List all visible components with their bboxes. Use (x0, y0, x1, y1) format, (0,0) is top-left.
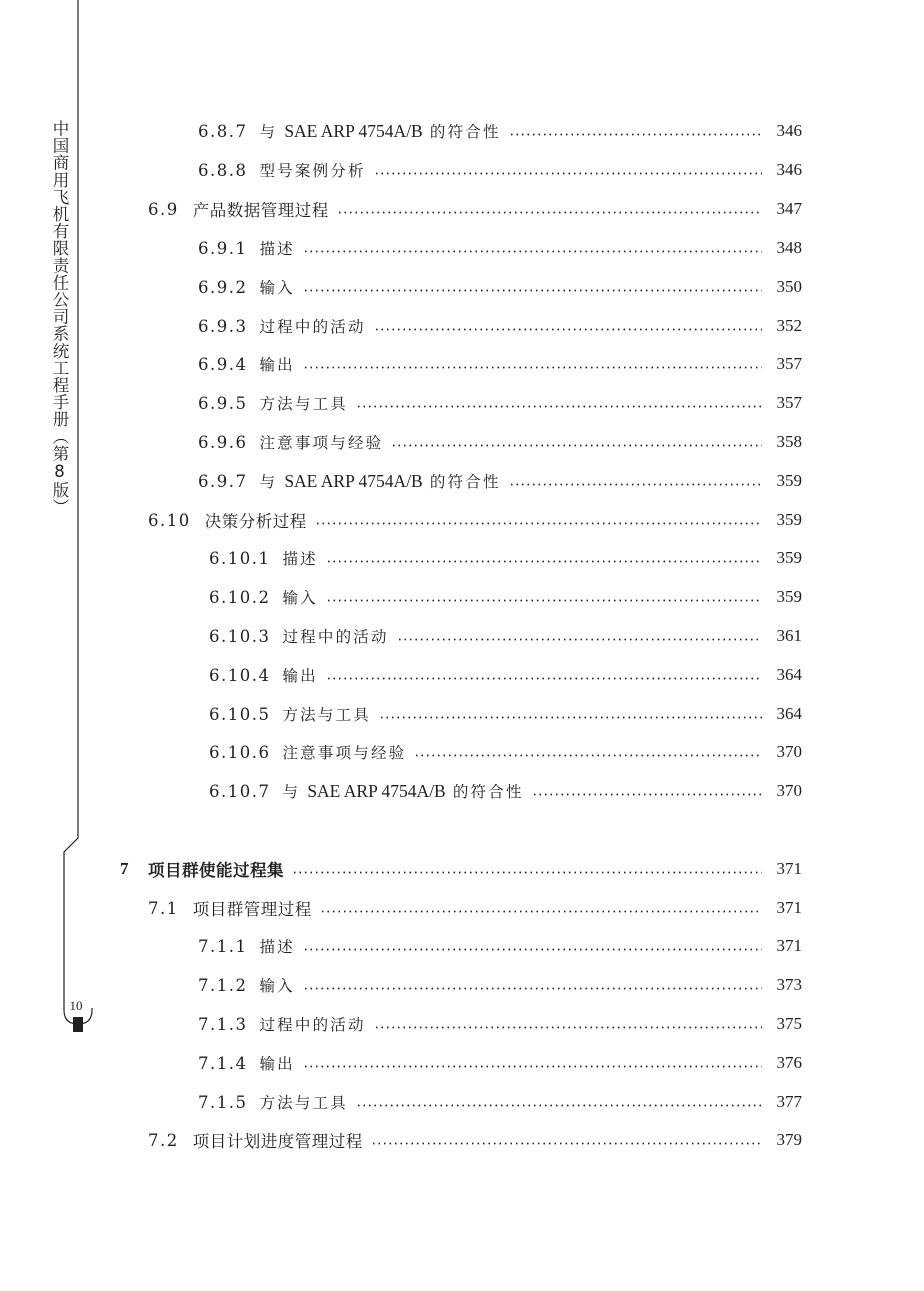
toc-entry-number: 6.9.1 (198, 238, 248, 258)
dot-leader (303, 366, 762, 369)
dot-leader (509, 133, 762, 136)
toc-entry[interactable] (148, 195, 802, 223)
toc-entry-title: 输出 (282, 667, 318, 685)
dot-leader (303, 948, 762, 951)
toc-entry-title: 项目计划进度管理过程 (192, 1132, 363, 1151)
toc-entry-page: 359 (776, 471, 802, 490)
toc-entry-title: 过程中的活动 (259, 318, 366, 336)
toc-entry-number: 7.1.5 (198, 1092, 248, 1112)
toc-entry-title: 项目群使能过程集 (148, 861, 284, 880)
toc-entry-title: 与 SAE ARP 4754A/B 的符合性 (282, 781, 524, 801)
toc-entry[interactable] (198, 117, 802, 145)
toc-entry[interactable] (209, 738, 802, 766)
toc-entry-page: 346 (776, 160, 802, 179)
dot-leader (326, 677, 762, 680)
dot-leader (374, 172, 762, 175)
toc-entry-title: 过程中的活动 (282, 628, 389, 646)
toc-entry-title: 与 SAE ARP 4754A/B 的符合性 (259, 471, 501, 491)
toc-entry-page: 361 (776, 626, 802, 645)
toc-entry-page: 376 (776, 1053, 802, 1072)
dot-leader (315, 522, 762, 525)
dot-leader (337, 211, 762, 214)
dot-leader (303, 987, 762, 990)
toc-entry-page: 357 (776, 354, 802, 373)
toc-entry-number: 6.9.2 (198, 277, 248, 297)
dot-leader (326, 599, 762, 602)
toc-entry-number: 6.9.3 (198, 316, 248, 336)
toc-entry-page: 371 (776, 936, 802, 955)
toc-entry[interactable] (209, 622, 802, 650)
toc-entry-number: 6.9.6 (198, 432, 248, 452)
toc-entry-title: 型号案例分析 (259, 162, 366, 180)
toc-entry-page: 364 (776, 704, 802, 723)
toc-entry-number: 6.10 (148, 510, 191, 530)
toc-entry[interactable] (209, 777, 802, 805)
toc-entry-title: 输入 (282, 589, 318, 607)
toc-entry-title: 与 SAE ARP 4754A/B 的符合性 (259, 121, 501, 141)
dot-leader (303, 250, 762, 253)
toc-entry[interactable] (198, 273, 802, 301)
toc-chapter-entry[interactable] (120, 855, 802, 883)
toc-entry-number: 7.1 (148, 898, 179, 918)
toc-entry-number: 6.10.6 (209, 742, 271, 762)
toc-entry-number: 7.1.4 (198, 1053, 248, 1073)
toc-entry-page: 379 (776, 1130, 802, 1149)
toc-entry-number: 6.10.4 (209, 665, 271, 685)
toc-entry[interactable] (198, 971, 802, 999)
dot-leader (374, 328, 762, 331)
toc-entry-title: 注意事项与经验 (282, 744, 407, 762)
toc-entry-number: 6.10.2 (209, 587, 271, 607)
dot-leader (303, 1065, 762, 1068)
toc-entry-number: 6.10.5 (209, 704, 271, 724)
toc-entry-page: 377 (776, 1092, 802, 1111)
toc-entry-page: 371 (776, 898, 802, 917)
toc-entry[interactable] (148, 1126, 802, 1154)
toc-entry[interactable] (148, 506, 802, 534)
toc-entry-title: 项目群管理过程 (192, 900, 312, 919)
toc-entry-page: 350 (776, 277, 802, 296)
toc-entry-number: 7.1.3 (198, 1014, 248, 1034)
toc-entry-page: 359 (776, 548, 802, 567)
toc-entry-page: 357 (776, 393, 802, 412)
toc-entry-page: 358 (776, 432, 802, 451)
book-title-vertical: 中国商用飞机有限责任公司系统工程手册（第8版） (50, 120, 69, 516)
toc-entry[interactable] (198, 156, 802, 184)
toc-entry-number: 7.2 (148, 1130, 179, 1150)
toc-entry-number: 6.9.7 (198, 471, 248, 491)
toc-entry-title: 输入 (259, 279, 295, 297)
dot-leader (509, 483, 762, 486)
toc-entry[interactable] (209, 700, 802, 728)
page-number: 10 (69, 998, 83, 1013)
toc-entry-number: 6.10.3 (209, 626, 271, 646)
toc-entry-number: 7 (120, 859, 130, 878)
toc-entry-page: 373 (776, 975, 802, 994)
toc-entry-number: 6.9.4 (198, 354, 248, 374)
dot-leader (320, 910, 762, 913)
toc-entry-page: 370 (776, 742, 802, 761)
dot-leader (414, 754, 762, 757)
toc-entry-page: 348 (776, 238, 802, 257)
dot-leader (356, 1104, 762, 1107)
toc-entry[interactable] (198, 350, 802, 378)
toc-entry-title: 决策分析过程 (204, 512, 307, 531)
toc-entry-title: 过程中的活动 (259, 1016, 366, 1034)
toc-entry-page: 352 (776, 316, 802, 335)
toc-entry-number: 6.9.5 (198, 393, 248, 413)
toc-entry-page: 346 (776, 121, 802, 140)
toc-entry-page: 364 (776, 665, 802, 684)
dot-leader (371, 1142, 762, 1145)
toc-entry-page: 359 (776, 587, 802, 606)
toc-entry-number: 6.10.1 (209, 548, 271, 568)
toc-entry[interactable] (198, 1088, 802, 1116)
toc-entry-title: 产品数据管理过程 (192, 201, 329, 220)
toc-entry-number: 6.8.7 (198, 121, 248, 141)
toc-entry-title: 方法与工具 (282, 706, 371, 724)
toc-entry-page: 371 (776, 859, 802, 878)
toc-entry[interactable] (198, 932, 802, 960)
toc-entry[interactable] (198, 312, 802, 340)
toc-entry[interactable] (209, 583, 802, 611)
toc-entry-page: 347 (776, 199, 802, 218)
toc-entry-title: 输出 (259, 1055, 295, 1073)
toc-entry[interactable] (209, 544, 802, 572)
toc-entry-title: 方法与工具 (259, 1094, 348, 1112)
toc-entry-number: 6.9 (148, 199, 179, 219)
toc-entry-title: 输入 (259, 977, 295, 995)
toc-entry-number: 7.1.2 (198, 975, 248, 995)
dot-leader (532, 793, 762, 796)
toc-entry-title: 描述 (259, 240, 295, 258)
toc-entry[interactable] (198, 428, 802, 456)
toc-entry-number: 7.1.1 (198, 936, 248, 956)
toc-entry-page: 370 (776, 781, 802, 800)
dot-leader (326, 560, 762, 563)
dot-leader (397, 638, 762, 641)
toc-entry-title: 方法与工具 (259, 395, 348, 413)
toc-entry-number: 6.10.7 (209, 781, 271, 801)
dot-leader (356, 405, 762, 408)
toc-entry-title: 注意事项与经验 (259, 434, 384, 452)
toc-entry[interactable] (198, 467, 802, 495)
toc-entry[interactable] (209, 661, 802, 689)
toc-entry[interactable] (198, 1010, 802, 1038)
toc-entry[interactable] (198, 234, 802, 262)
toc-entry-title: 描述 (282, 550, 318, 568)
dot-leader (379, 716, 762, 719)
toc-entry-number: 6.8.8 (198, 160, 248, 180)
toc-entry[interactable] (198, 389, 802, 417)
toc-entry[interactable] (148, 894, 802, 922)
dot-leader (391, 444, 762, 447)
toc-entry-page: 359 (776, 510, 802, 529)
dot-leader (374, 1026, 762, 1029)
toc-entry-page: 375 (776, 1014, 802, 1033)
dot-leader (303, 289, 762, 292)
toc-entry-title: 描述 (259, 938, 295, 956)
toc-entry-title: 输出 (259, 356, 295, 374)
toc-entry[interactable] (198, 1049, 802, 1077)
dot-leader (292, 871, 762, 874)
